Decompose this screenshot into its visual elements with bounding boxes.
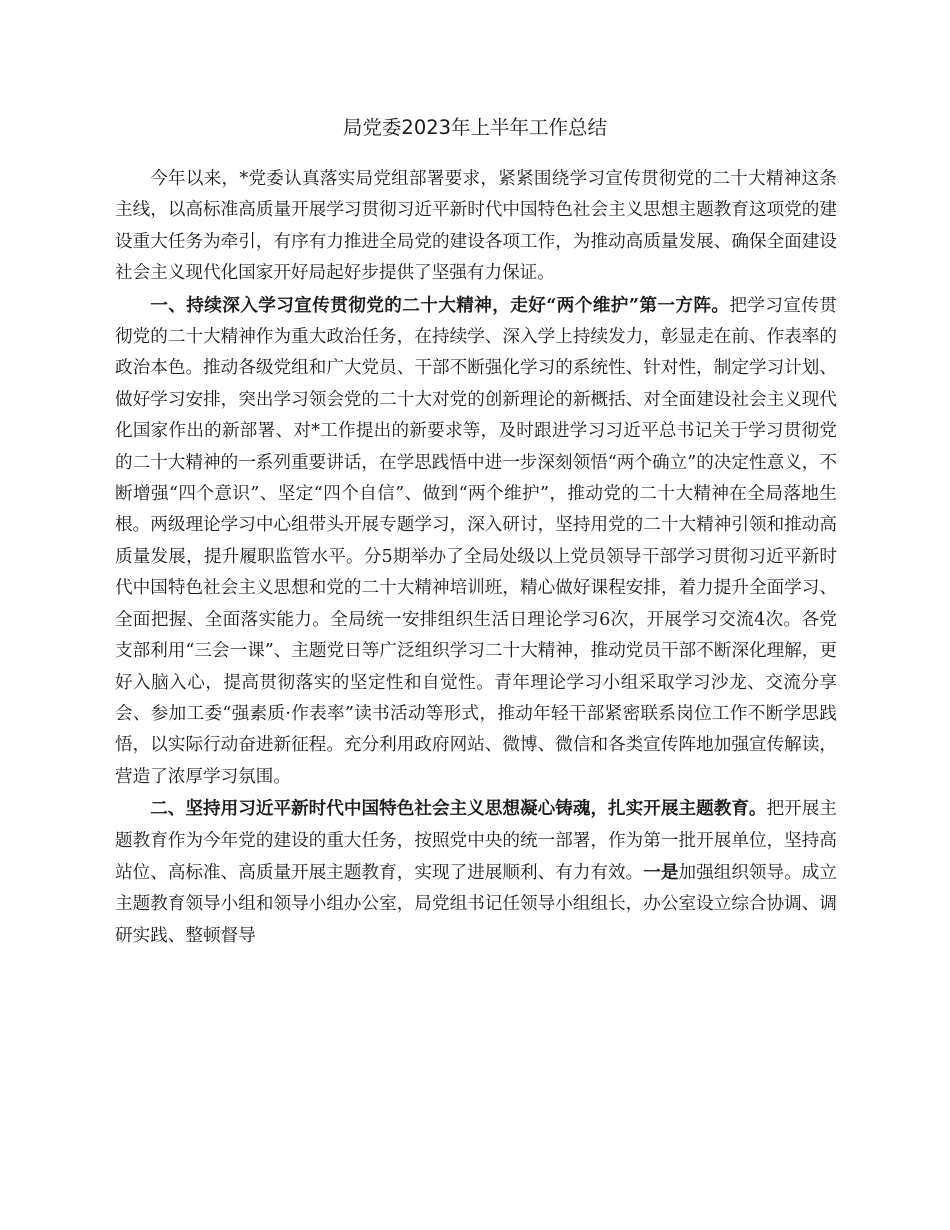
paragraph-section-2 [115,793,837,952]
paragraph-intro [115,164,837,290]
section-2-item-marker: 一是 [643,861,679,883]
section-1-text: 把学习宣传贯彻党的二十大精神作为重大政治任务，在持续学、深入学上持续发力，彰显走在前、作表率的政治本色。推动各级党组和广大党员、干部不断强化学习的系统性、针对性，制定学习计划、做好学习安排，突出学习领会党的二十大对党的创新理论的新概括、对全面建设社会主义现代化国家作出的新部署、对*工作提出的新要求等，及时跟进学习习近平总书记关于学习贯彻党的二十大精神的一系列重要讲话，在学思践悟中进一步深刻领悟“两个确立”的决定性意义，不断增强“四个意识”、坚定“四个自信”、做到“两个维护”，推动党的二十大精神在全局落地生根。两级理论学习中心组带头开展专题学习，深入研讨，坚持用党的二十大精神引领和推动高质量发展，提升履职监管水平。分5期举办了全局处级以上党员领导干部学习贯彻习近平新时代中国特色社会主义思想和党的二十大精神培训班，精心做好课程安排，着力提升全面学习、全面把握、全面落实能力。全局统一安排组织生活日理论学习6次，开展学习交流4次。各党支部利用“三会一课”、主题党日等广泛组织学习二十大精神，推动党员干部不断深化理解，更好入脑入心，提高贯彻落实的坚定性和自觉性。青年理论学习小组采取学习沙龙、交流分享会、参加工委“强素质·作表率”读书活动等形式，推动年轻干部紧密联系岗位工作不断学思践悟，以实际行动奋进新征程。充分利用政府网站、微博、微信和各类宣传阵地加强宣传解读，营造了浓厚学习氛围。 [115,295,837,787]
paragraph-section-1 [115,290,837,794]
document-title: 局党委2023年上半年工作总结 [342,116,608,139]
section-2-heading: 二、坚持用习近平新时代中国特色社会主义思想凝心铸魂，扎实开展主题教育。 [150,798,767,820]
section-1-heading: 一、持续深入学习宣传贯彻党的二十大精神，走好“两个维护”第一方阵。 [150,294,730,316]
section-2-item-text: 加强组织领导。成立主题教育领导小组和领导小组办公室，局党组书记任领导小组组长，办公室设立综合协调、调研实践、整顿督导 [115,862,837,946]
paragraph-intro-text: 今年以来，*党委认真落实局党组部署要求，紧紧围绕学习宣传贯彻党的二十大精神这条主线，以高标准高质量开展学习贯彻习近平新时代中国特色社会主义思想主题教育这项党的建设重大任务为牵引，有序有力推进全局党的建设各项工作，为推动高质量发展、确保全面建设社会主义现代化国家开好局起好步提供了坚强有力保证。 [115,169,837,284]
document-body [115,164,837,952]
section-2-text: 把开展主题教育作为今年党的建设的重大任务，按照党中央的统一部署，作为第一批开展单位，坚持高站位、高标准、高质量开展主题教育，实现了进展顺利、有力有效。 [115,799,837,883]
